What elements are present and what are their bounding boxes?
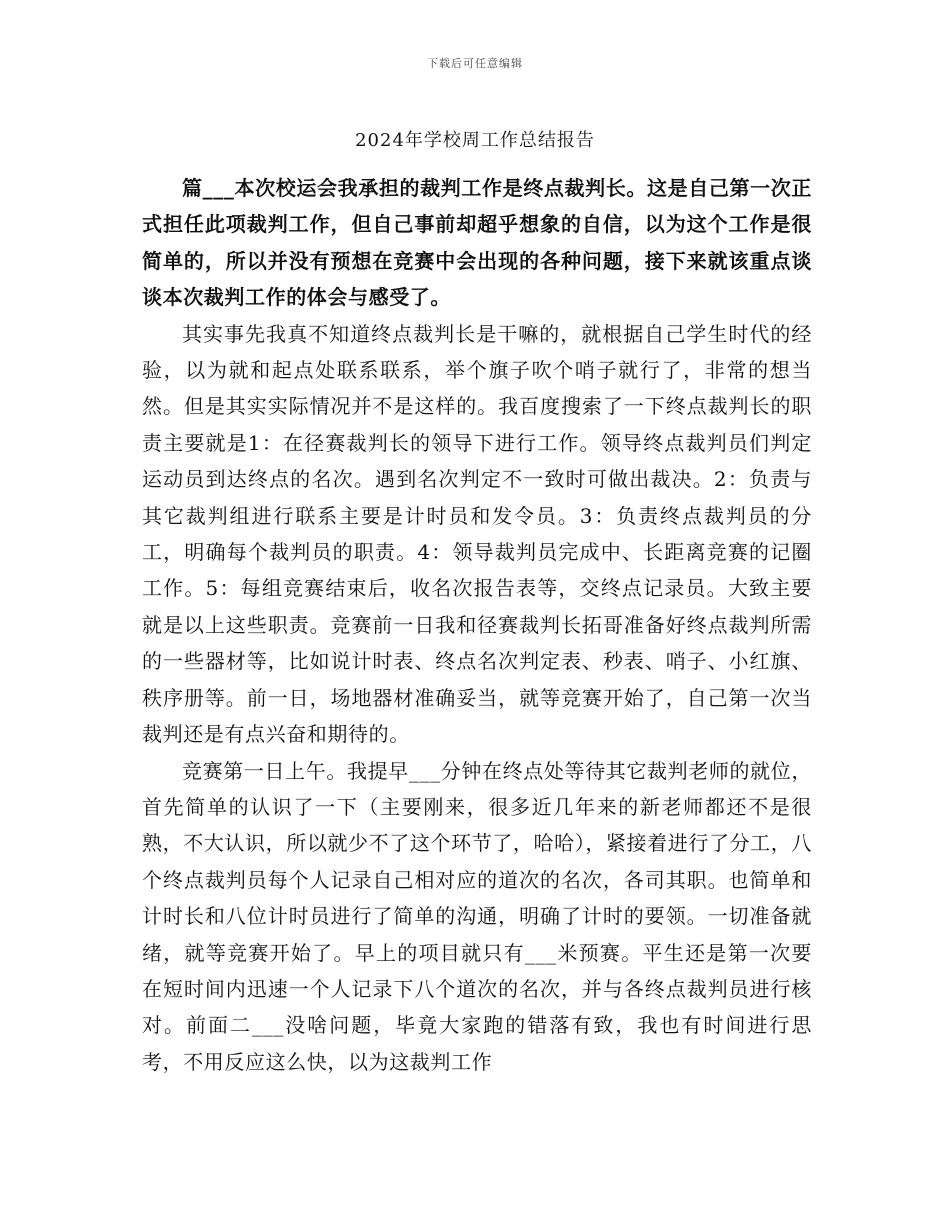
document-body <box>142 170 812 1080</box>
paragraph: 其实事先我真不知道终点裁判长是干嘛的，就根据自己学生时代的经验，以为就和起点处联系联系，举个旗子吹个哨子就行了，非常的想当然。但是其实实际情况并不是这样的。我百度搜索了一下终点裁判长的职责主要就是1：在径赛裁判长的领导下进行工作。领导终点裁判员们判定运动员到达终点的名次。遇到名次判定不一致时可做出裁决。2：负责与其它裁判组进行联系主要是计时员和发令员。3：负责终点裁判员的分工，明确每个裁判员的职责。4：领导裁判员完成中、长距离竞赛的记圈工作。5：每组竞赛结束后，收名次报告表等，交终点记录员。大致主要就是以上这些职责。竞赛前一日我和径赛裁判长拓哥准备好终点裁判所需的一些器材等，比如说计时表、终点名次判定表、秒表、哨子、小红旗、秩序册等。前一日，场地器材准确妥当，就等竞赛开始了，自己第一次当裁判还是有点兴奋和期待的。 <box>142 321 812 747</box>
paragraph: 竞赛第一日上午。我提早___分钟在终点处等待其它裁判老师的就位，首先简单的认识了一下（主要刚来，很多近几年来的新老师都还不是很熟，不大认识，所以就少不了这个环节了，哈哈），紧接着进行了分工，八个终点裁判员每个人记录自己相对应的道次的名次，各司其职。也简单和计时长和八位计时员进行了简单的沟通，明确了计时的要领。一切准备就绪，就等竞赛开始了。早上的项目就只有___米预赛。平生还是第一次要在短时间内迅速一个人记录下八个道次的名次，并与各终点裁判员进行核对。前面二___没啥问题，毕竟大家跑的错落有致，我也有时间进行思考，不用反应这么快，以为这裁判工作 <box>142 758 812 1074</box>
document-title: 2024年学校周工作总结报告 <box>355 130 595 151</box>
paragraph: 篇___本次校运会我承担的裁判工作是终点裁判长。这是自己第一次正式担任此项裁判工作，但自己事前却超乎想象的自信，以为这个工作是很简单的，所以并没有预想在竞赛中会出现的各种问题，接下来就该重点谈谈本次裁判工作的体会与感受了。 <box>142 176 812 310</box>
header-note: 下载后可任意编辑 <box>427 57 523 70</box>
